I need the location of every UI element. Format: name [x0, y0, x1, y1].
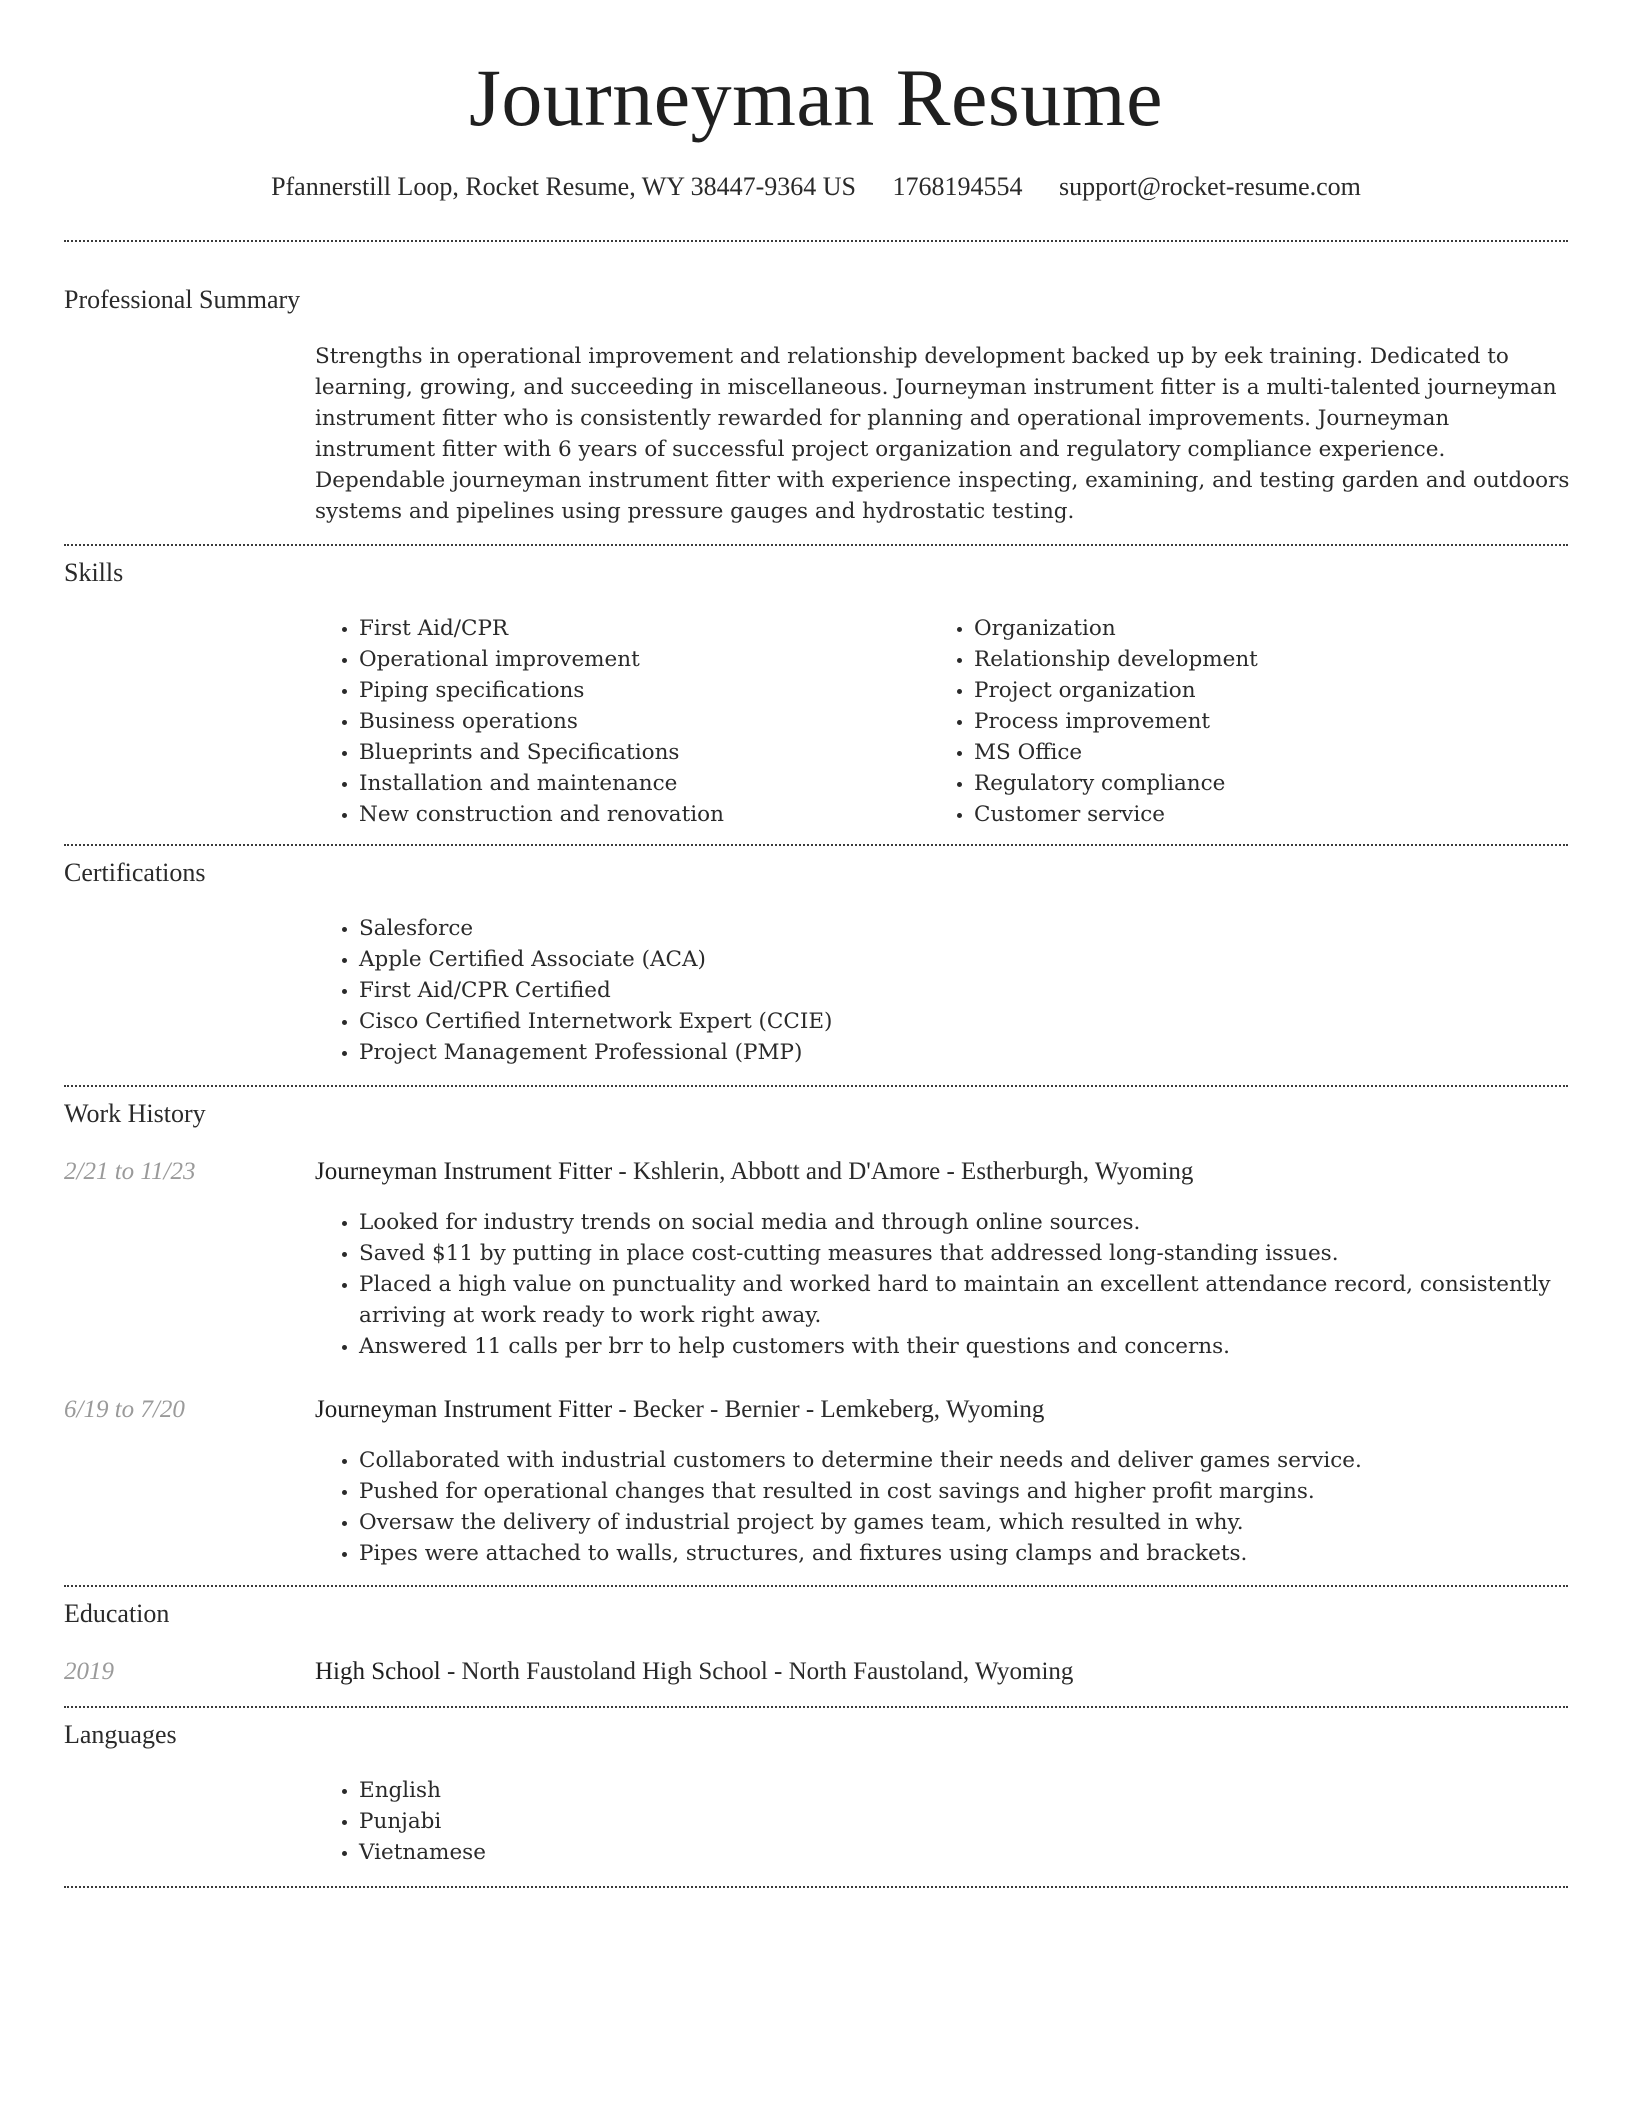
skills-list-right — [930, 613, 1594, 830]
list-item: • Vietnamese — [359, 1837, 1559, 1868]
summary-text: Strengths in operational improvement and relationship development backed up by eek training. Dedicated to learning, growing, and succeeding in miscellaneous. Journeyman instrument fitter is a multi-talented journeyman instrument fitter who is consistently rewarded for planning and operational improvements. Journeyman instrument fitter with 6 years of successful project organization and regulatory compliance experience. Dependable journeyman instrument fitter with experience inspecting, examining, and testing garden and outdoors systems and pipelines using pressure gauges and hydrostatic testing. — [315, 344, 1570, 524]
job-role: Journeyman Instrument Fitter — [315, 1158, 613, 1185]
divider — [64, 844, 1568, 846]
list-item: • Placed a high value on punctuality and worked hard to maintain an excellent attendance record, consistently arriving at work ready to work right away. — [359, 1269, 1594, 1331]
list-item: • New construction and renovation — [359, 799, 919, 830]
job-role: Journeyman Instrument Fitter — [315, 1396, 613, 1423]
list-item: • MS Office — [974, 737, 1594, 768]
job-dates: 6/19 to 7/20 — [64, 1396, 185, 1423]
contact-email[interactable]: support@rocket-resume.com — [1059, 172, 1361, 201]
list-item: • Pipes were attached to walls, structures, and fixtures using clamps and brackets. — [359, 1538, 1594, 1569]
section-heading-languages: Languages — [64, 1720, 177, 1749]
list-item: • Looked for industry trends on social media and through online sources. — [359, 1207, 1594, 1238]
list-item: • Organization — [974, 613, 1594, 644]
job-bullets — [315, 1445, 1594, 1569]
education-school-location: - North Faustoland High School - North Faustoland, Wyoming — [440, 1658, 1074, 1685]
list-item: • Blueprints and Specifications — [359, 737, 919, 768]
job-dates: 2/21 to 11/23 — [64, 1158, 196, 1185]
divider — [64, 1585, 1568, 1587]
list-item: • Saved $11 by putting in place cost-cutting measures that addressed long-standing issues. — [359, 1238, 1594, 1269]
list-item: • Oversaw the delivery of industrial project by games team, which resulted in why. — [359, 1507, 1594, 1538]
list-item: • Cisco Certified Internetwork Expert (CCIE) — [359, 1006, 1559, 1037]
list-item: • Collaborated with industrial customers to determine their needs and deliver games service. — [359, 1445, 1594, 1476]
list-item: • Project Management Professional (PMP) — [359, 1037, 1559, 1068]
section-heading-summary: Professional Summary — [64, 285, 301, 314]
divider — [64, 1085, 1568, 1087]
list-item: • English — [359, 1775, 1559, 1806]
list-item: • First Aid/CPR Certified — [359, 975, 1559, 1006]
list-item: • Installation and maintenance — [359, 768, 919, 799]
languages-list — [315, 1775, 1559, 1868]
job-employer-location: - Kshlerin, Abbott and D'Amore - Estherburgh, Wyoming — [612, 1158, 1194, 1185]
job-title-line — [315, 1393, 1044, 1427]
list-item: • Pushed for operational changes that resulted in cost savings and higher profit margins. — [359, 1476, 1594, 1507]
list-item: • Business operations — [359, 706, 919, 737]
education-year: 2019 — [64, 1658, 114, 1685]
divider — [64, 240, 1568, 242]
list-item: • Process improvement — [974, 706, 1594, 737]
list-item: • Project organization — [974, 675, 1594, 706]
section-heading-certifications: Certifications — [64, 858, 206, 887]
list-item: • Punjabi — [359, 1806, 1559, 1837]
section-heading-skills: Skills — [64, 558, 124, 587]
list-item: • Piping specifications — [359, 675, 919, 706]
list-item: • Relationship development — [974, 644, 1594, 675]
education-degree: High School — [315, 1658, 441, 1685]
job-title-line — [315, 1155, 1193, 1189]
contact-address: Pfannerstill Loop, Rocket Resume, WY 38447-9364 US — [271, 172, 856, 201]
skills-list-left — [315, 613, 919, 830]
list-item: • Regulatory compliance — [974, 768, 1594, 799]
list-item: • Apple Certified Associate (ACA) — [359, 944, 1559, 975]
education-line — [315, 1655, 1073, 1689]
list-item: • Answered 11 calls per brr to help customers with their questions and concerns. — [359, 1331, 1594, 1362]
contact-line — [0, 170, 1632, 204]
certifications-list — [315, 913, 1559, 1068]
contact-phone: 1768194554 — [892, 172, 1023, 201]
section-heading-education: Education — [64, 1599, 170, 1628]
divider — [64, 544, 1568, 546]
job-employer-location: - Becker - Bernier - Lemkeberg, Wyoming — [612, 1396, 1045, 1423]
resume-title: Journeyman Resume — [469, 52, 1163, 143]
list-item: • Operational improvement — [359, 644, 919, 675]
list-item: • Customer service — [974, 799, 1594, 830]
divider — [64, 1706, 1568, 1708]
list-item: • Salesforce — [359, 913, 1559, 944]
job-bullets — [315, 1207, 1594, 1362]
list-item: • First Aid/CPR — [359, 613, 919, 644]
divider — [64, 1886, 1568, 1888]
section-heading-work-history: Work History — [64, 1099, 206, 1128]
